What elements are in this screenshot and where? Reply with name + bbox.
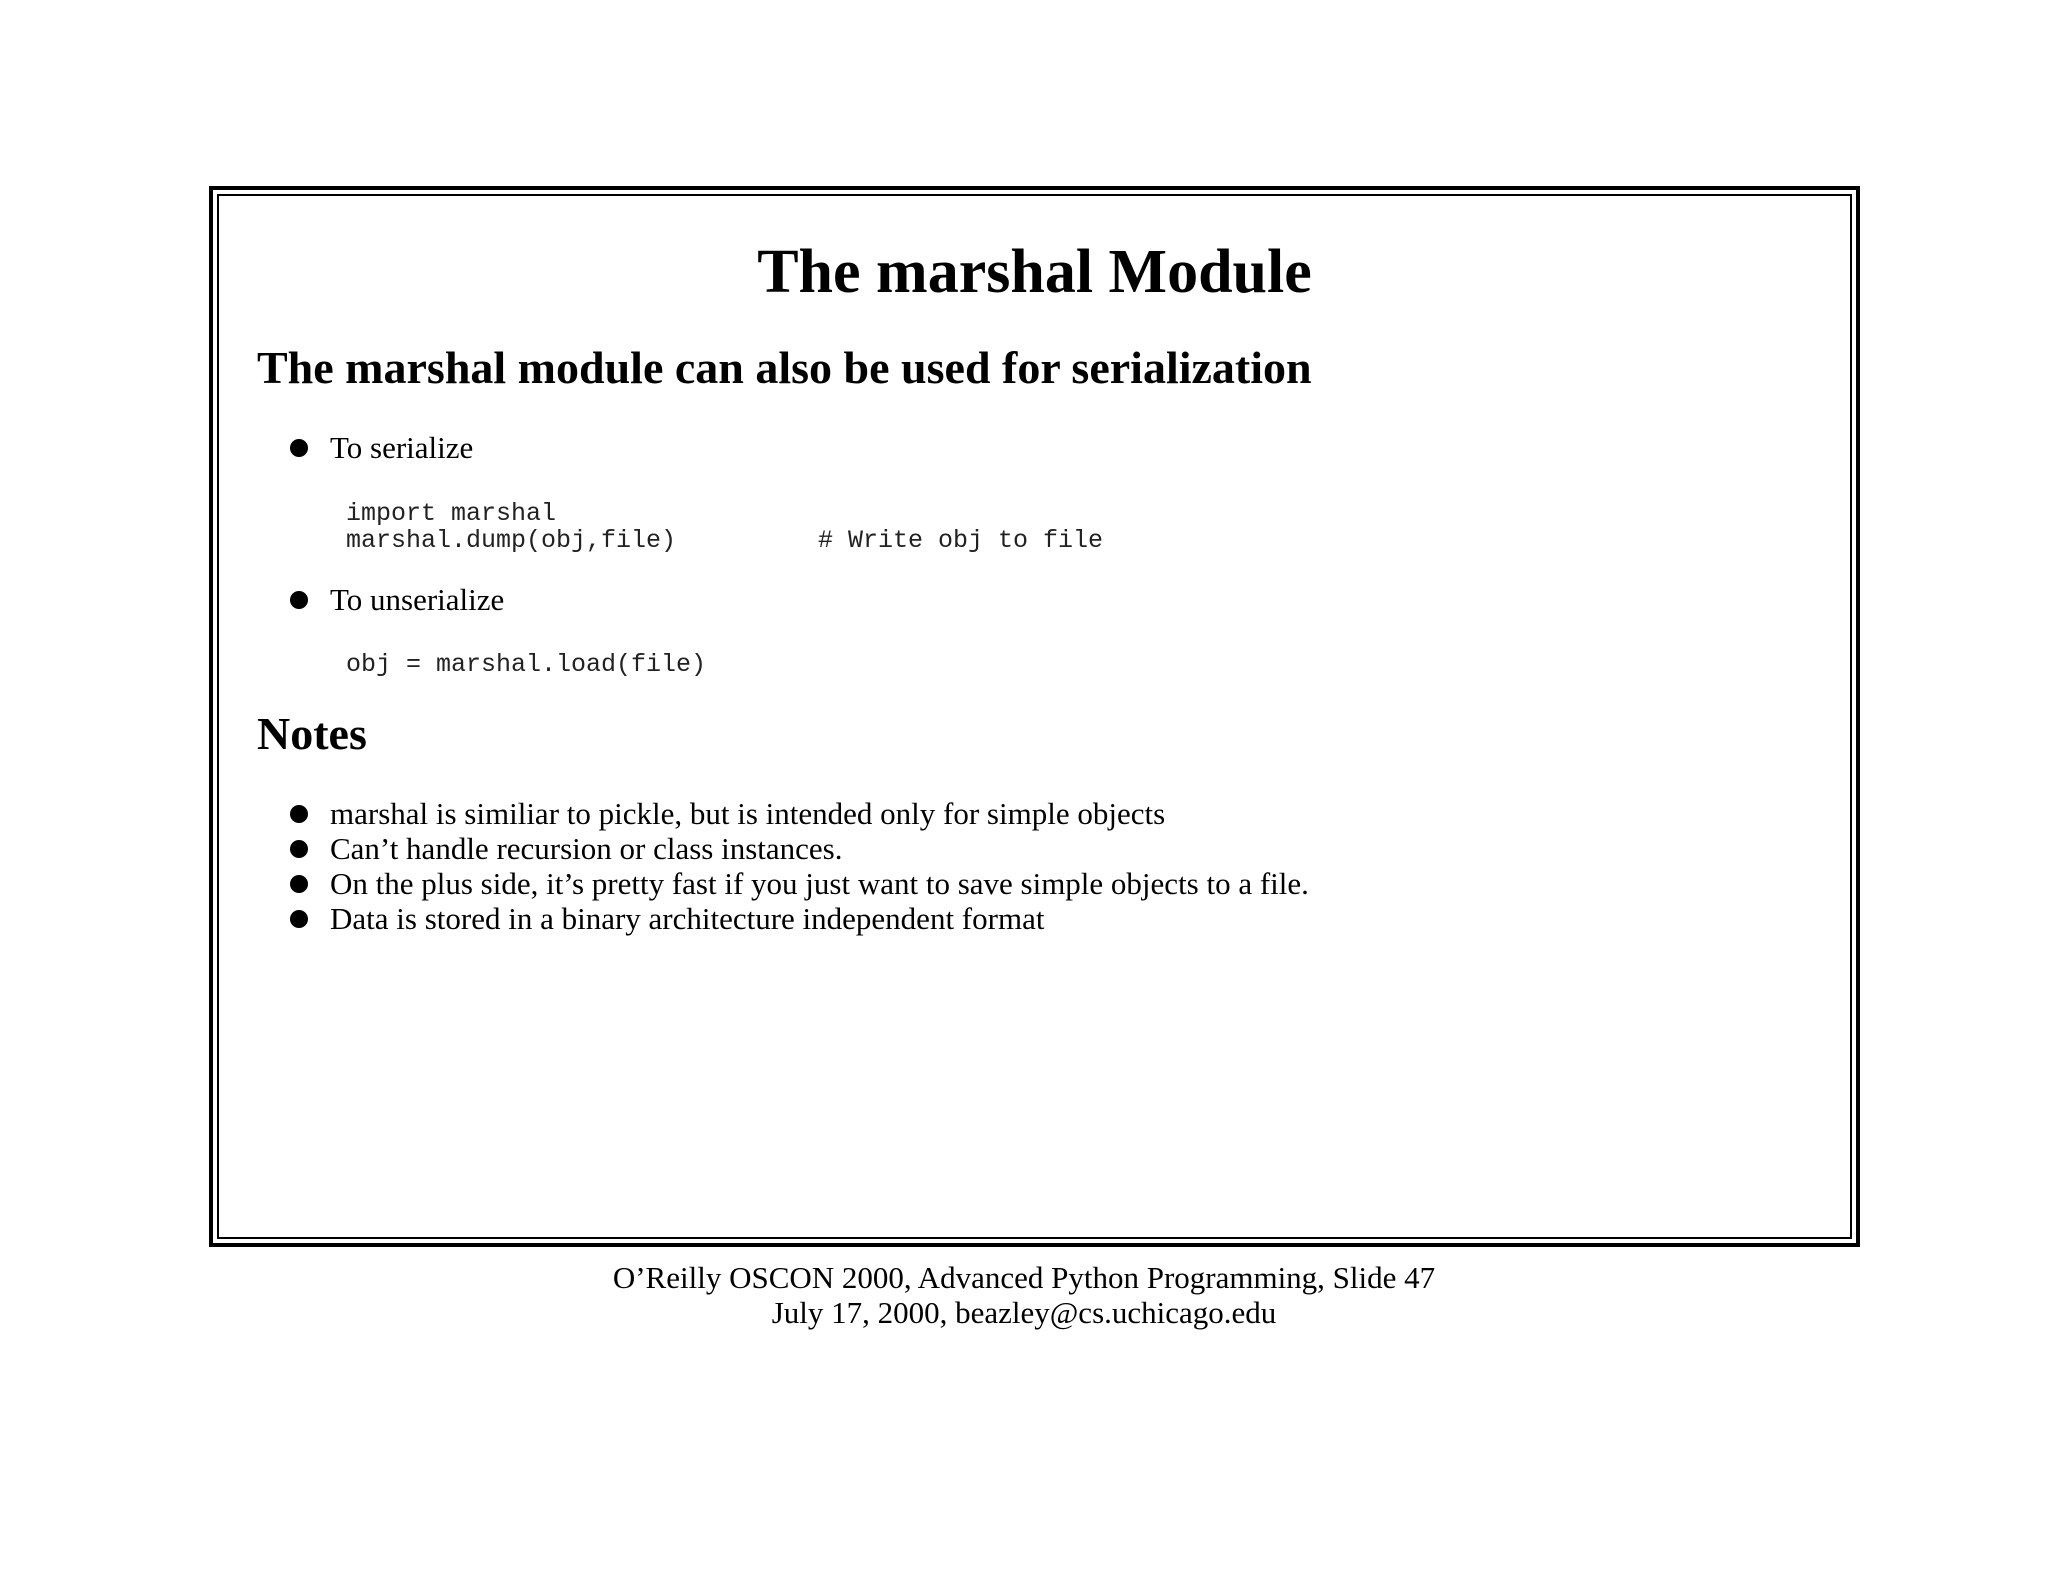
bullet-dot-icon bbox=[290, 591, 308, 609]
code-line-load: obj = marshal.load(file) bbox=[346, 650, 707, 679]
note-text: On the plus side, it’s pretty fast if you just want to save simple objects to a file. bbox=[330, 866, 1309, 901]
bullet-dot-icon bbox=[290, 439, 308, 457]
bullet-dot-icon bbox=[290, 875, 308, 893]
note-text: marshal is similiar to pickle, but is intended only for simple objects bbox=[330, 796, 1166, 831]
bullet-serialize-label: To serialize bbox=[330, 430, 474, 465]
bullet-unserialize-label: To unserialize bbox=[330, 582, 505, 617]
code-line-import: import marshal bbox=[346, 499, 557, 528]
footer-line-2: July 17, 2000, beazley@cs.uchicago.edu bbox=[771, 1295, 1277, 1330]
footer-line-1: O’Reilly OSCON 2000, Advanced Python Programming, Slide 47 bbox=[612, 1260, 1436, 1295]
code-line-dump: marshal.dump(obj,file) bbox=[346, 526, 677, 555]
slide-title: The marshal Module bbox=[757, 238, 1312, 306]
note-text: Can’t handle recursion or class instances. bbox=[330, 831, 843, 866]
code-comment: # Write obj to file bbox=[818, 526, 1104, 555]
bullet-dot-icon bbox=[290, 840, 308, 858]
notes-heading: Notes bbox=[257, 708, 367, 759]
bullet-dot-icon bbox=[290, 910, 308, 928]
note-text: Data is stored in a binary architecture independent format bbox=[330, 901, 1045, 936]
section-heading: The marshal module can also be used for serialization bbox=[257, 342, 1312, 393]
bullet-dot-icon bbox=[290, 805, 308, 823]
